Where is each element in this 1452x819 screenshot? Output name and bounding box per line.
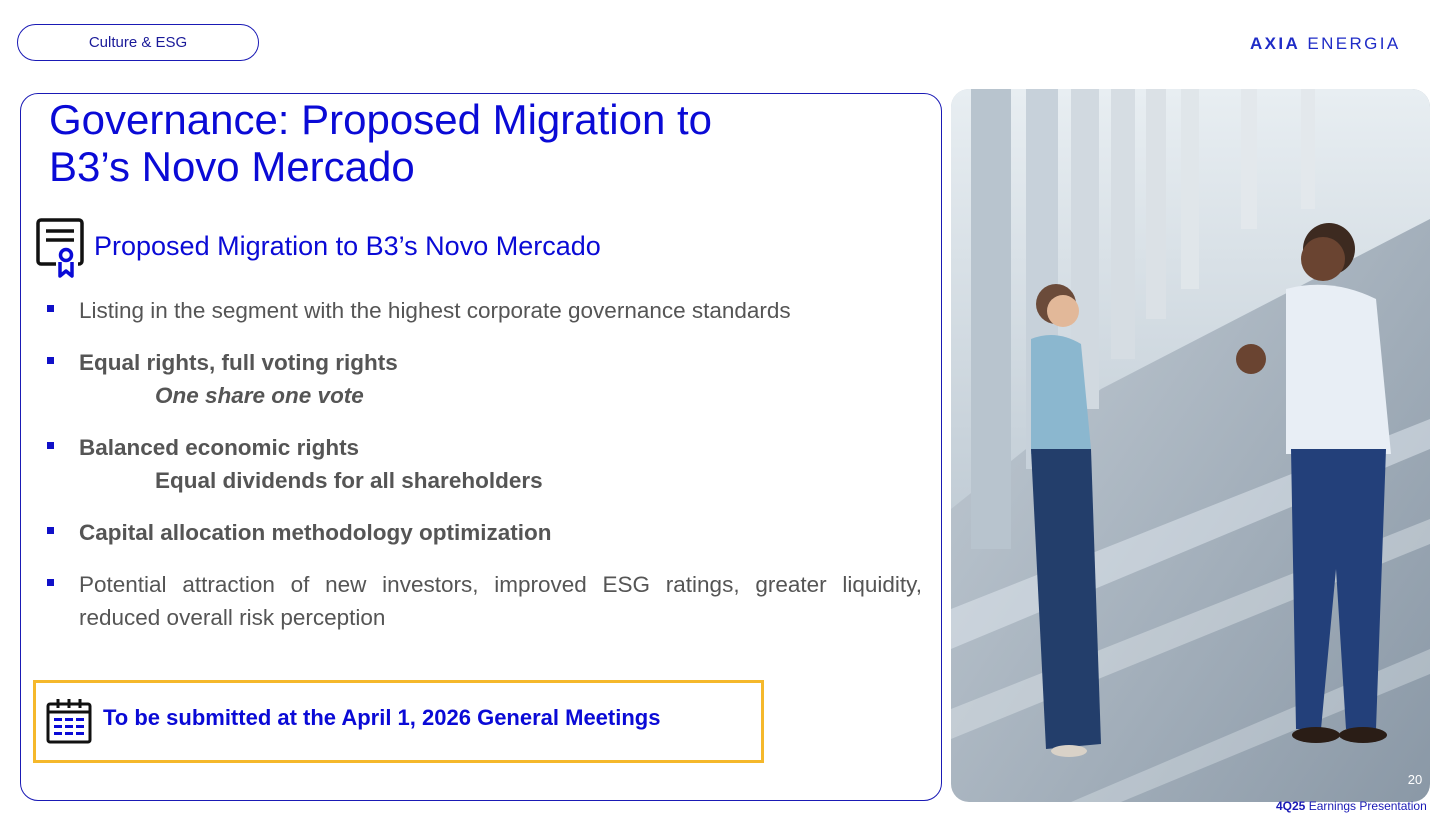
slide-title-line1: Governance: Proposed Migration to <box>49 96 713 143</box>
square-bullet-icon <box>47 579 54 586</box>
photo-illustration <box>951 89 1430 802</box>
section-subtitle: Proposed Migration to B3’s Novo Mercado <box>94 231 601 261</box>
callout-text: To be submitted at the April 1, 2026 General Meetings <box>103 705 661 730</box>
bullet-text: Balanced economic rights <box>79 435 360 460</box>
section-label-pill <box>17 24 259 61</box>
square-bullet-icon <box>47 357 54 364</box>
bullet-subtext: Equal dividends for all shareholders <box>155 468 543 493</box>
brand-logo-light: ENERGIA <box>1307 34 1401 53</box>
bullet-list <box>44 294 922 634</box>
presentation-footer <box>1276 799 1427 813</box>
slide-title-line2: B3’s Novo Mercado <box>49 143 415 190</box>
list-item <box>44 568 922 634</box>
presentation-name: Earnings Presentation <box>1305 799 1427 813</box>
list-item <box>44 516 922 549</box>
brand-logo <box>1250 34 1401 56</box>
bullet-subtext: One share one vote <box>155 383 364 408</box>
list-item <box>44 294 922 327</box>
certificate-icon <box>35 217 85 279</box>
bullet-text: Equal rights, full voting rights <box>79 350 398 375</box>
section-label: Culture & ESG <box>88 34 188 51</box>
square-bullet-icon <box>47 305 54 312</box>
presentation-period: 4Q25 <box>1276 799 1306 813</box>
square-bullet-icon <box>47 527 54 534</box>
list-item <box>44 431 922 497</box>
list-item <box>44 346 922 412</box>
bullet-text: Capital allocation methodology optimization <box>79 520 552 545</box>
calendar-icon <box>45 697 93 745</box>
brand-logo-bold: AXIA <box>1250 34 1301 53</box>
square-bullet-icon <box>47 442 54 449</box>
slide-title <box>49 96 809 190</box>
bullet-text: Potential attraction of new investors, improved ESG ratings, greater liquidity, reduced overall risk perception <box>79 572 922 630</box>
page-number: 20 <box>1407 772 1423 787</box>
photo-two-people-talking <box>951 89 1430 802</box>
bullet-text: Listing in the segment with the highest corporate governance standards <box>79 298 791 323</box>
